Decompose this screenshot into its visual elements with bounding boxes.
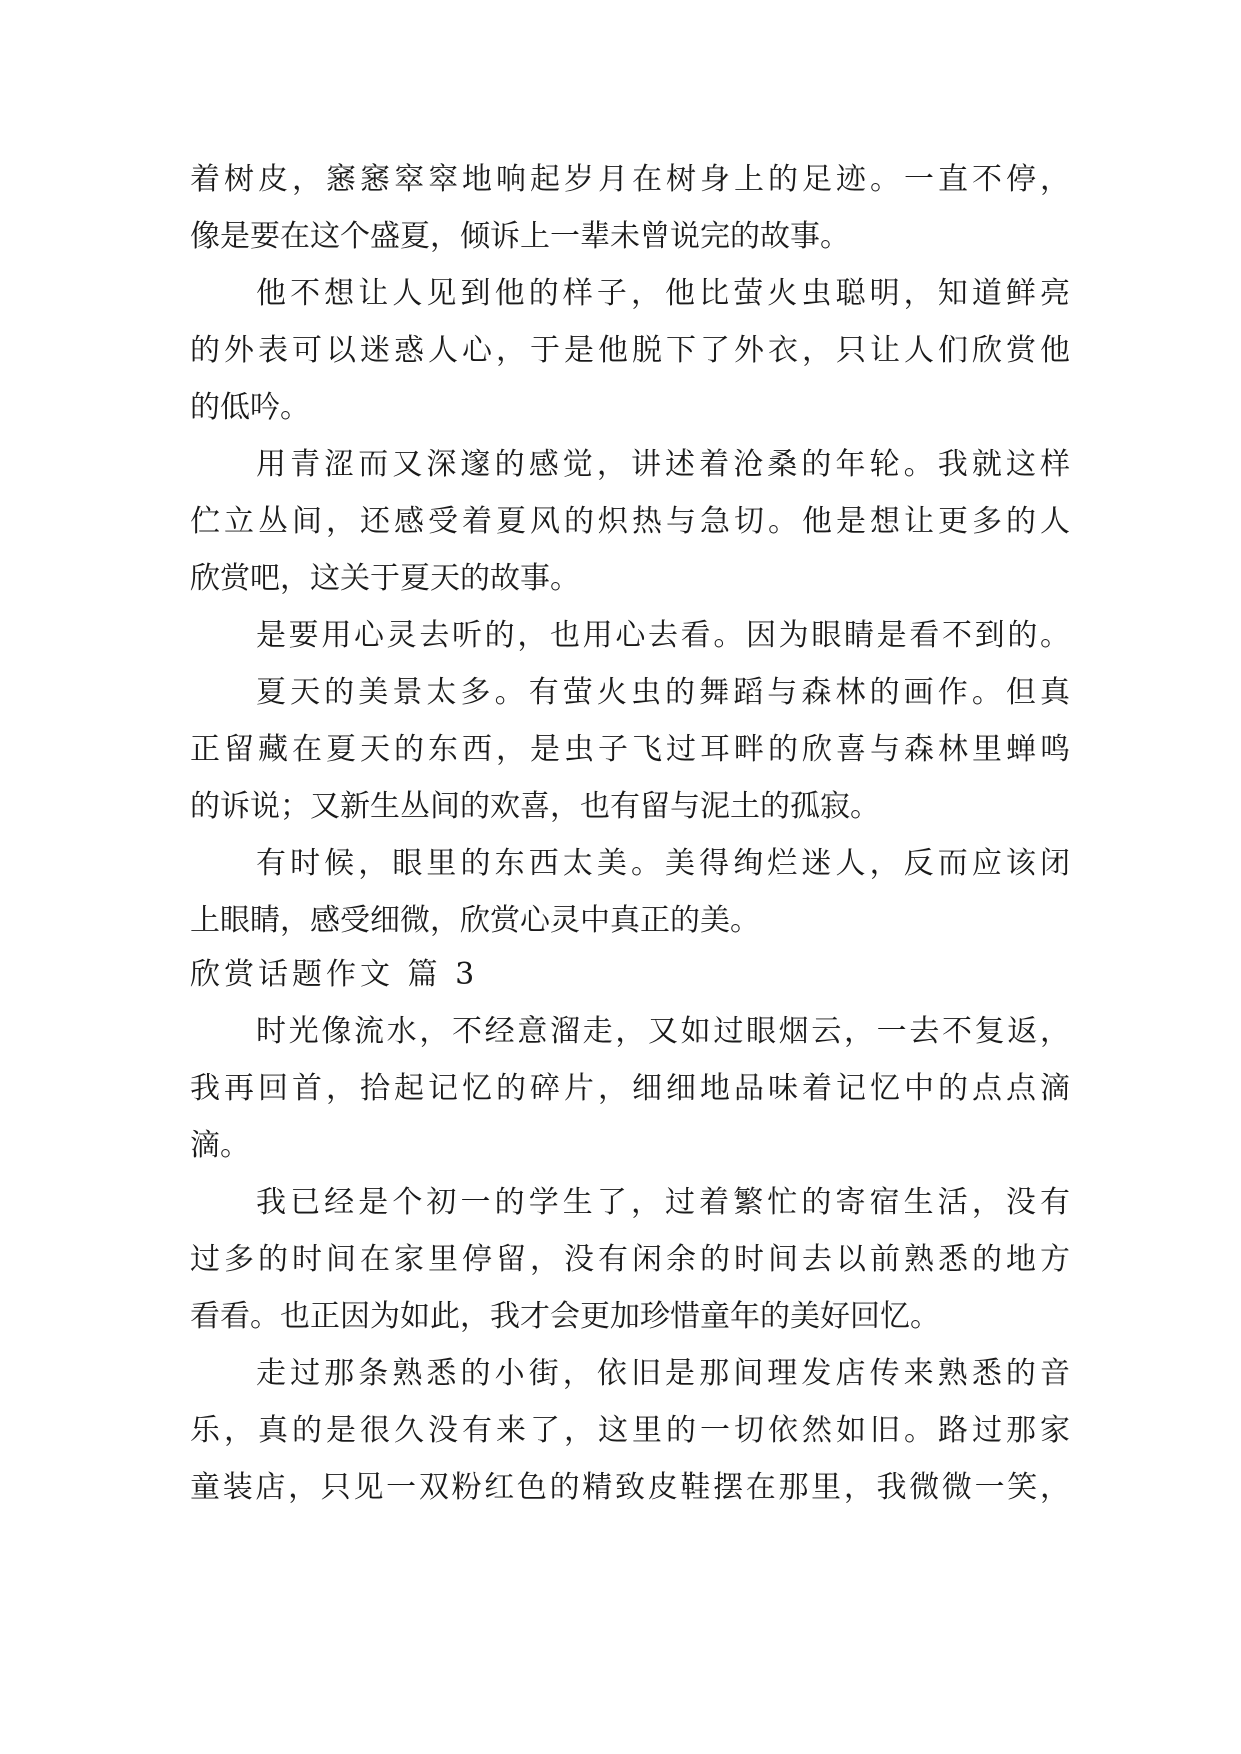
text-line: 着树皮，窸窸窣窣地响起岁月在树身上的足迹。一直不停， <box>190 162 1070 197</box>
text-line: 乐，真的是很久没有来了，这里的一切依然如旧。路过那家 <box>190 1413 1070 1448</box>
text-line: 用青涩而又深邃的感觉，讲述着沧桑的年轮。我就这样 <box>256 447 1070 482</box>
text-line: 欣赏吧，这关于夏天的故事。 <box>190 561 580 596</box>
text-line: 他不想让人见到他的样子，他比萤火虫聪明，知道鲜亮 <box>256 276 1070 311</box>
text-line: 过多的时间在家里停留，没有闲余的时间去以前熟悉的地方 <box>190 1242 1070 1277</box>
text-line: 是要用心灵去听的，也用心去看。因为眼睛是看不到的。 <box>256 618 1070 653</box>
text-line: 的外表可以迷惑人心，于是他脱下了外衣，只让人们欣赏他 <box>190 333 1070 368</box>
text-line: 正留藏在夏天的东西，是虫子飞过耳畔的欣喜与森林里蝉鸣 <box>190 732 1070 767</box>
text-line: 走过那条熟悉的小街，依旧是那间理发店传来熟悉的音 <box>256 1356 1070 1391</box>
text-line: 像是要在这个盛夏，倾诉上一辈未曾说完的故事。 <box>190 219 850 254</box>
text-line: 有时候，眼里的东西太美。美得绚烂迷人，反而应该闭 <box>256 846 1070 881</box>
text-line: 上眼睛，感受细微，欣赏心灵中真正的美。 <box>190 903 760 938</box>
text-line: 时光像流水，不经意溜走，又如过眼烟云，一去不复返， <box>256 1014 1070 1049</box>
text-line: 看看。也正因为如此，我才会更加珍惜童年的美好回忆。 <box>190 1299 940 1334</box>
text-line: 的低吟。 <box>190 390 310 425</box>
text-line: 童装店，只见一双粉红色的精致皮鞋摆在那里，我微微一笑， <box>190 1470 1070 1505</box>
section-heading: 欣赏话题作文 篇 3 <box>190 957 479 992</box>
text-line: 夏天的美景太多。有萤火虫的舞蹈与森林的画作。但真 <box>256 675 1070 710</box>
text-line: 滴。 <box>190 1128 250 1163</box>
text-line: 我再回首，拾起记忆的碎片，细细地品味着记忆中的点点滴 <box>190 1071 1070 1106</box>
text-line: 伫立丛间，还感受着夏风的炽热与急切。他是想让更多的人 <box>190 504 1070 539</box>
text-line: 我已经是个初一的学生了，过着繁忙的寄宿生活，没有 <box>256 1185 1070 1220</box>
text-line: 的诉说；又新生丛间的欢喜，也有留与泥土的孤寂。 <box>190 789 880 824</box>
